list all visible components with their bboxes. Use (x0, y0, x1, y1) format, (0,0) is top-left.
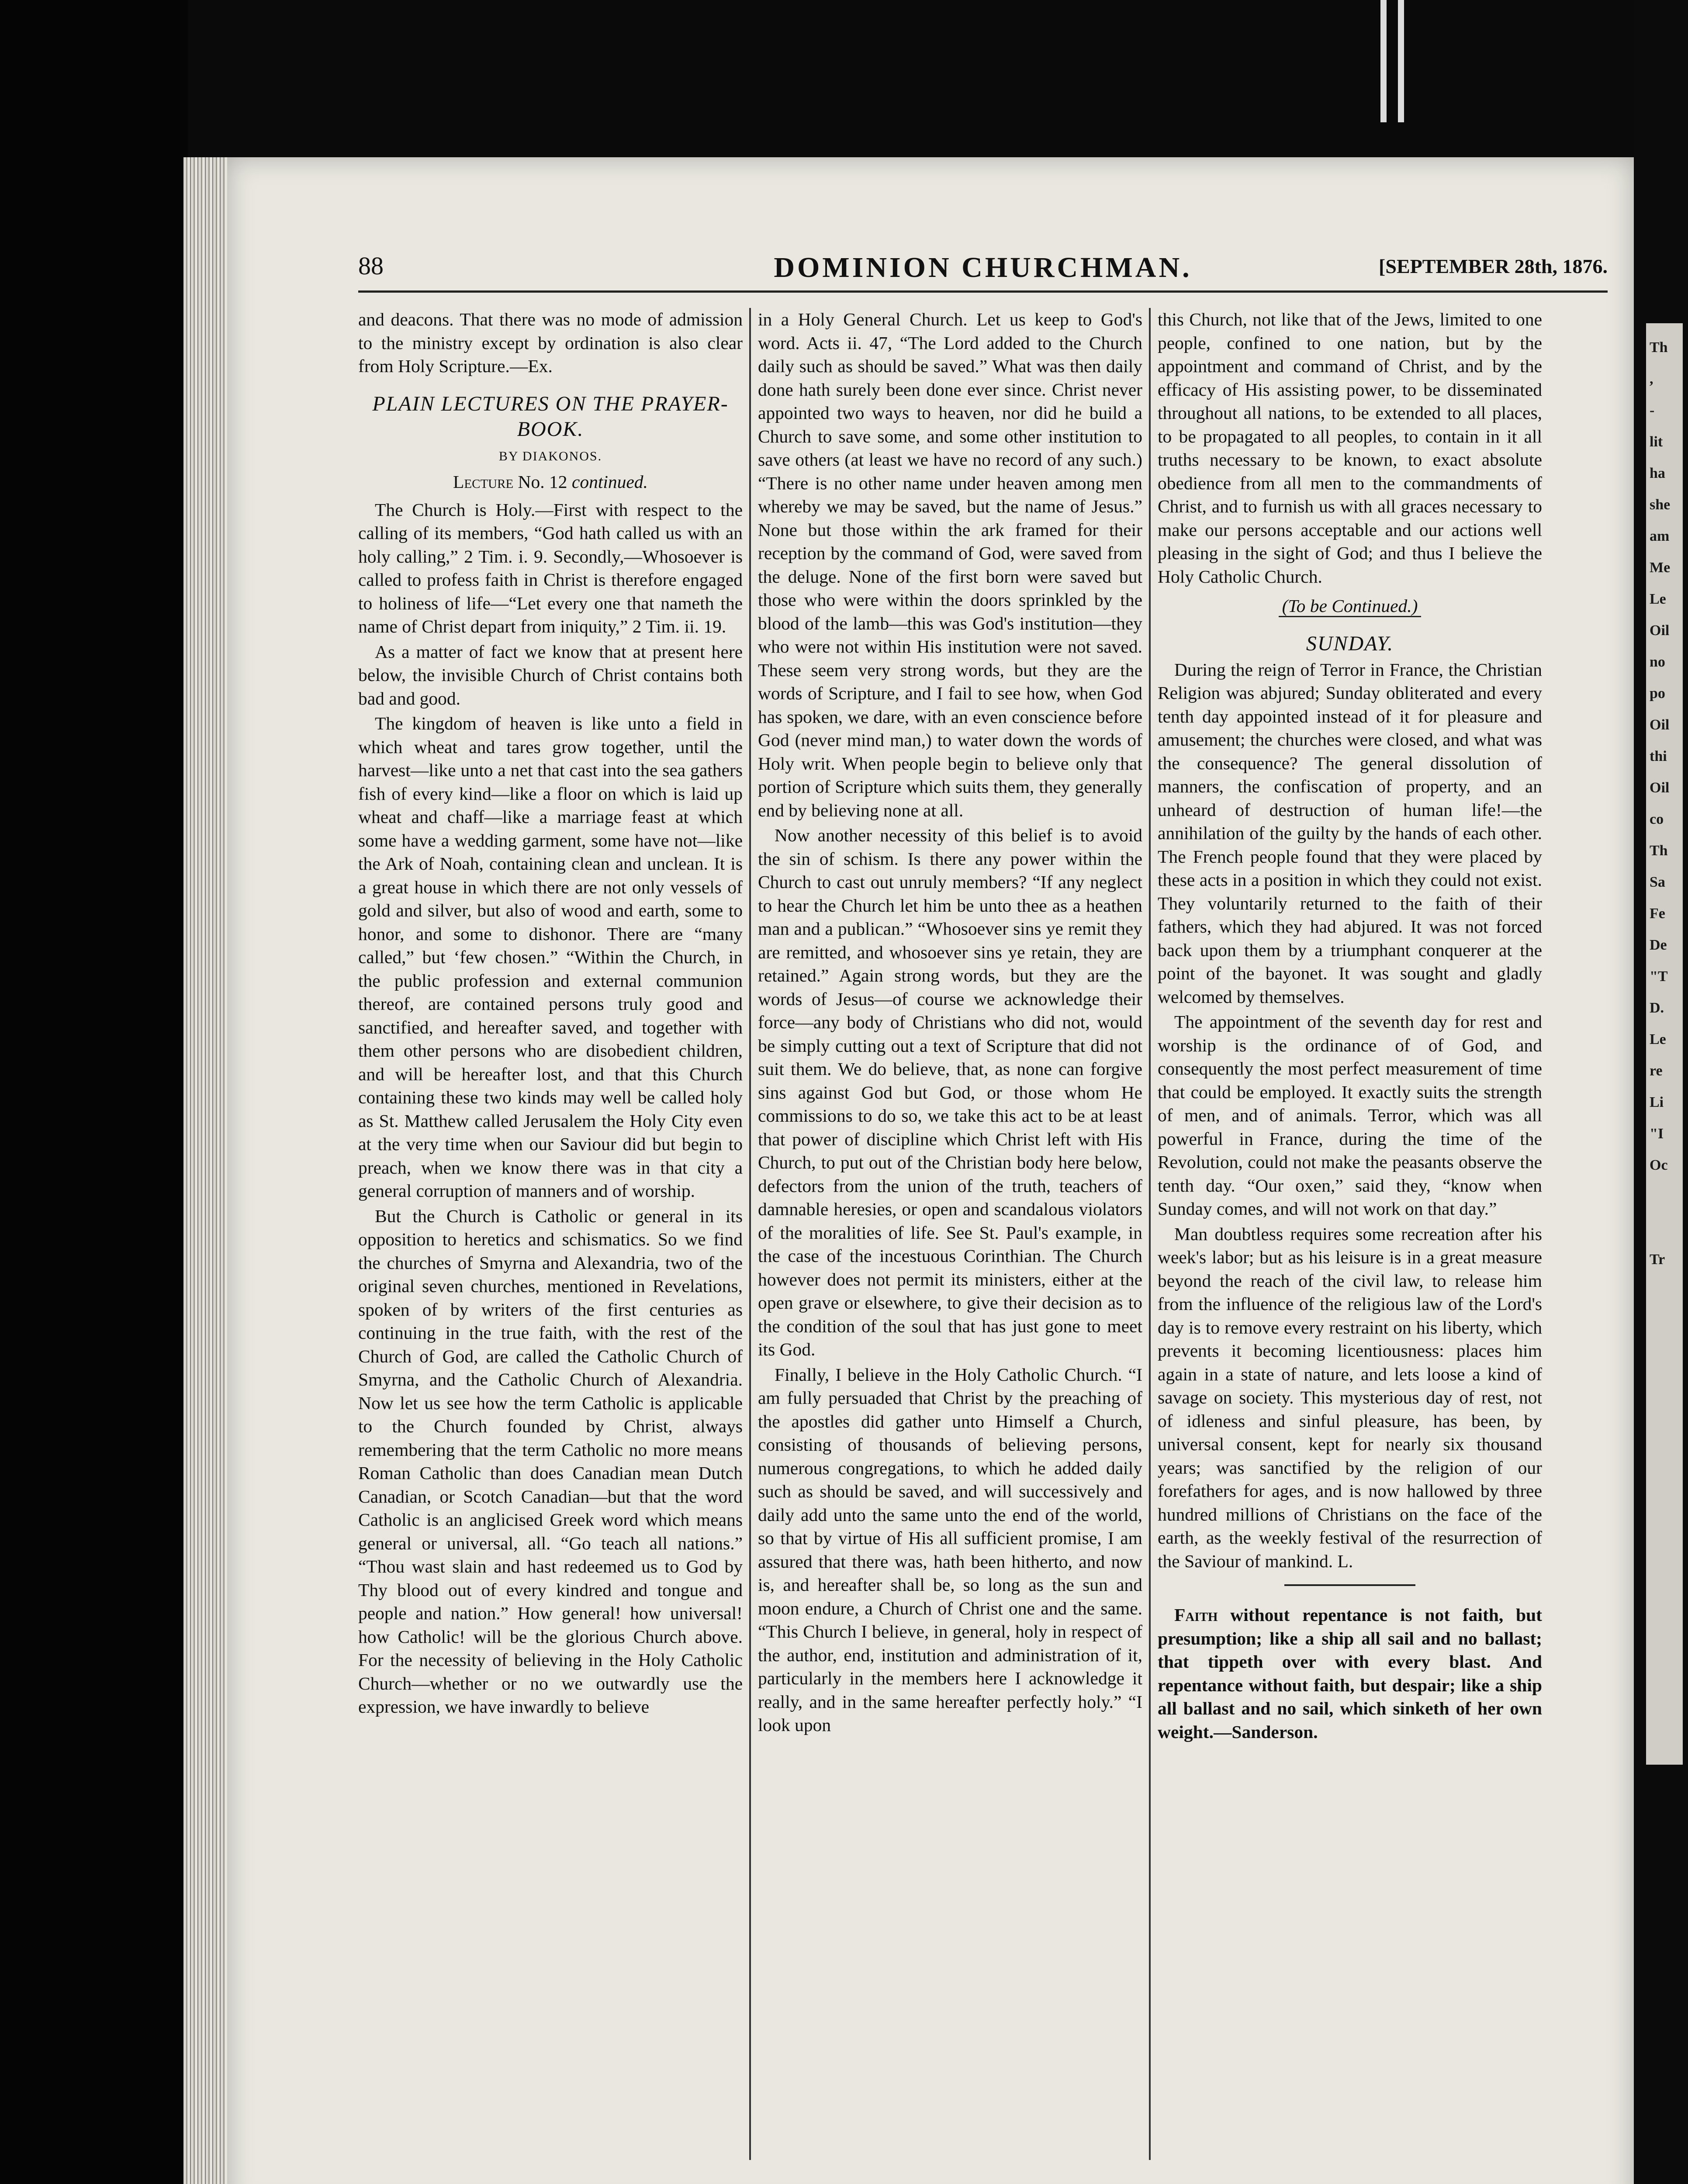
article-heading: SUNDAY. (1306, 632, 1394, 655)
paragraph: The Church is Holy.—First with respect to the calling of its members, “God hath called us with an holy calling,” 2 Tim. i. 9. Secondly,—Whosoever is called to profess faith in Christ is therefore engaged to holiness of life—“Let every one that nameth the name of Christ depart from iniquity,” 2 Tim. ii. 19. (358, 499, 743, 636)
book-page-edges (183, 157, 232, 2184)
lecture-number: Lecture No. 12 continued. (453, 472, 648, 492)
page-number: 88 (358, 252, 384, 280)
column-rule (1149, 308, 1151, 2160)
paragraph: Now another necessity of this belief is to avoid the sin of schism. Is there any power within the Church to cast out unruly members? “If any neglect to hear the Church let him be unto thee as a heathen man and a publican.” “Whosoever sins ye remit they are remitted, and whosoever sins ye retain, they are retained.” Again strong words, but they are the words of Jesus—of course we acknowledge their force—any body of Christians who did not, would be simply cutting out a text of Scripture that did not suit them. We do believe, that, as none can forgive sins against God but God, or those whom He commissions to do so, we take this act to be at least that power of discipline which Christ left with His Church, to put out of the Christian body here below, defectors from the union of the truth, teachers of damnable heresies, or open and scandalous violators of the moralities of life. See St. Paul's example, in the case of the incestuous Corinthian. The Church however does not permit its ministers, either at the open grave or elsewhere, to give their decision as to the condition of the soul that has just gone to meet its God. (758, 825, 1142, 1359)
paragraph: But the Church is Catholic or general in its opposition to heretics and schismatics. So we find the churches of Smyrna and Alexandria, two of the original seven churches, mentioned in Revelations, spoken of by writers of the first centuries as continuing in the true faith, with the rest of the Church of God, are called the Catholic Church of Smyrna, and the Catholic Church of Alexandria. Now let us see how the term Catholic is applicable to the Church founded by Christ, always remembering that the term Catholic no more means Roman Catholic than does Canadian mean Dutch Canadian, or Scotch Canadian—but that the word Catholic is an anglicised Greek word which means general or universal, all. “Go teach all nations.” “Thou wast slain and hast redeemed us to God by Thy blood out of every kindred and tongue and people and nation.” How general! how universal! how Catholic! will be the glorious Church above. For the necessity of believing in the Holy Catholic Church—whether or no we outwardly use the expression, we have inwardly to believe (358, 1206, 743, 1717)
paragraph: Finally, I believe in the Holy Catholic Church. “I am fully persuaded that Christ by the preaching of the apostles did gather unto Himself a Church, consisting of thousands of believing persons, numerous congregations, to which he added daily such as should be saved, and will successively and daily add unto the same unto the end of the world, so that by virtue of His all sufficient promise, I am assured that there was, hath been hitherto, and now is, and hereafter shall be, so long as the sun and moon endure, a Church of Christ one and the same. “This Church I believe, in general, holy in respect of the author, end, institution and administration of it, particularly in the members here I acknowledge it really, and in the same hereafter perfectly holy.” “I look upon (758, 1364, 1142, 1735)
adjacent-page-edge (1634, 0, 1688, 2184)
adjacent-page-text: Th , - lit ha she am Me Le Oil no po Oil thi Oil co Th Sa Fe De "T D. Le re Li "I Oc Tr (1650, 339, 1671, 1268)
issue-date: [SEPTEMBER 28th, 1876. (1379, 255, 1608, 277)
column-2 (758, 308, 1142, 2164)
masthead (358, 251, 1608, 293)
paragraph: in a Holy General Church. Let us keep to God's word. Acts ii. 47, “The Lord added to the Church daily such as should be saved.” What was then daily done hath surely been done ever since. Christ never appointed two ways to heaven, nor did he build a Church to save some, and some other institution to save others (at least we have no record of any such.) “There is no other name under heaven among men whereby we may be saved, but the name of Jesus.” None but those within the ark framed for their reception by the command of God, were saved from the deluge. None of the first born were saved but those who were within the doors sprinkled by the blood of the lamb—this was God's institution—they who were not within His institution were not saved. These seem very strong words, but they are the words of Scripture, and I fail to see how, when God has spoken, we dare, with an even conscience before God (never mind man,) to water down the words of Holy writ. When people begin to believe only that portion of Scripture which suits them, they generally end by believing none at all. (758, 309, 1142, 820)
paragraph: this Church, not like that of the Jews, limited to one people, confined to one nation, but by the appointment and command of Christ, and by the efficacy of His assisting power, to be disseminated throughout all nations, to be extended to all places, to be propagated to all peoples, to contain in it all truths necessary to be known, to exact absolute obedience from all men to the commandments of Christ, and to furnish us with all graces necessary to make our persons acceptable and our actions well pleasing in the sight of God; and thus I believe the Holy Catholic Church. (1158, 309, 1542, 587)
paragraph: The appointment of the seventh day for rest and worship is the ordinance of of God, and consequently the most perfect measurement of time that could be employed. It exactly suits the strength of men, and of animals. Terror, which was all powerful in France, during the time of the Revolution, could not make the peasants observe the tenth day. “Our oxen,” said they, “know when Sunday comes, and will not work on that day.” (1158, 1012, 1542, 1219)
faith-quote: Faith without repentance is not faith, but presumption; like a ship all sail and no ballast; that tippeth over with every blast. And repentance without faith, but despair; like a ship all ballast and no sail, which sinketh of her own weight.—Sanderson. (1158, 1605, 1542, 1742)
paragraph: Man doubtless requires some recreation after his week's labor; but as his leisure is in a great measure beyond the reach of the civil law, to release him from the influence of the religious law of the Lord's day is to remove every restraint on his liberty, which prevents it becoming licentiousness: places him again in a state of nature, and lets loose a kind of savage on society. This mysterious day of rest, not of idleness and sinful pleasure, has been, by universal consent, kept for nearly six thousand years; was sanctified by the religion of our forefathers for ages, and is now hallowed by three hundred millions of Christians on the face of the earth, as the weekly festival of the resurrection of the Saviour of mankind. L. (1158, 1223, 1542, 1571)
scan-background-left (0, 0, 188, 2184)
column-3 (1158, 308, 1542, 2164)
paragraph: During the reign of Terror in France, the Christian Religion was abjured; Sunday obliterated and every tenth day appointed instead of it for pleasure and amusement; the churches were closed, and what was the consequence? The general dissolution of manners, the confiscation of property, and an unheard of destruction of human life!—the annihilation of the guilty by the hands of each other. The French people found that they were placed by these acts in a position in which they could not exist. They voluntarily returned to the faith of their fathers, which they had abjured. It was not forced back upon them by a triumphant conquerer at the point of the bayonet. It was sought and gladly welcomed by themselves. (1158, 659, 1542, 1007)
paragraph: The kingdom of heaven is like unto a field in which wheat and tares grow together, until the harvest—like unto a net that cast into the sea gathers fish of every kind—like a floor on which is laid up wheat and chaff—like a marriage feast at which some have a wedding garment, some have not—like the Ark of Noah, containing clean and unclean. It is a great house in which there are not only vessels of gold and silver, but also of wood and earth, some to honor, and some to dishonor. There are “many called,” but ‘few chosen.” “Within the Church, in the public profession and external communion thereof, are contained persons truly good and sanctified, and hereafter saved, and together with them other persons who are disobedient children, and will be hereafter lost, and that this Church containing these two kinds may well be called holy as St. Matthew called Jerusalem the Holy City even at the very time when our Saviour did but begin to preach, when we know there was in that city a general corruption of manners and of worship. (358, 713, 743, 1201)
publication-title: DOMINION CHURCHMAN. (774, 252, 1192, 283)
byline: BY DIAKONOS. (498, 449, 602, 463)
scan-bar (1380, 0, 1387, 122)
newspaper-page (227, 157, 1634, 2184)
paragraph: As a matter of fact we know that at present here below, the invisible Church of Christ contains both bad and good. (358, 641, 743, 708)
article-heading: PLAIN LECTURES ON THE PRAYER-BOOK. (372, 392, 729, 441)
divider (1284, 1584, 1415, 1586)
column-rule (749, 308, 751, 2160)
scan-bar (1398, 0, 1404, 122)
paragraph: and deacons. That there was no mode of admission to the ministry except by ordination is also clear from Holy Scripture.—Ex. (358, 309, 743, 376)
continued-note: (To be Continued.) (1158, 594, 1542, 618)
column-1 (358, 308, 743, 2164)
